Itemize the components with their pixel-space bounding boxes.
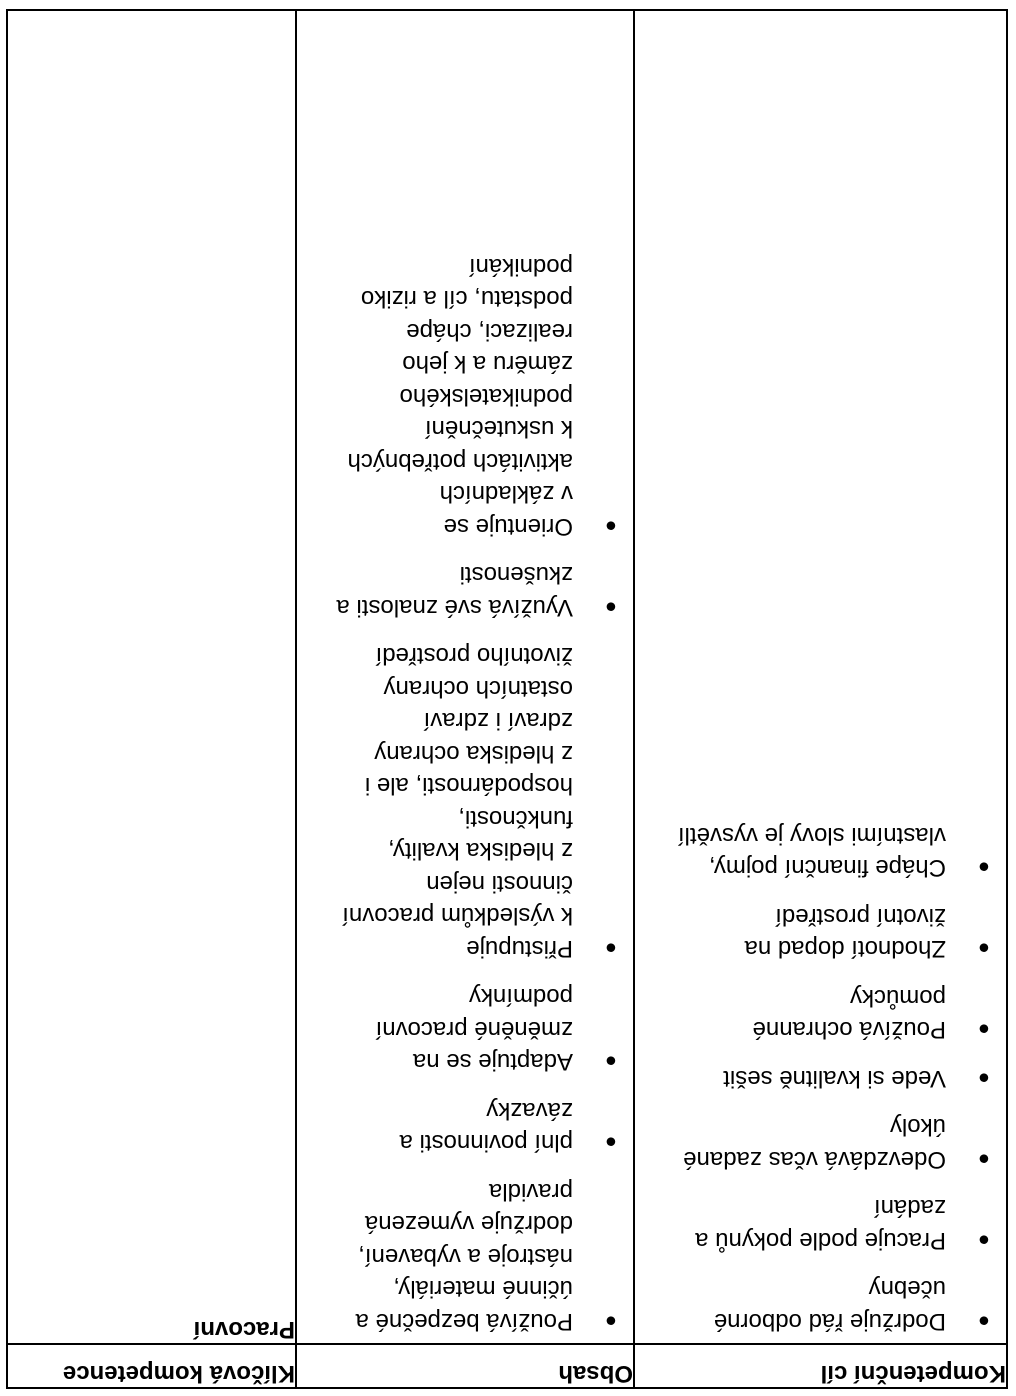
bullet-icon: ● — [977, 1310, 990, 1332]
bullet-icon: ● — [604, 1050, 617, 1073]
list-item-line: Používá bezpečné a — [355, 1308, 573, 1335]
list-item — [643, 981, 1006, 1046]
list-item — [305, 980, 633, 1078]
list-item — [305, 250, 633, 543]
list-item-line: zadání — [873, 1194, 946, 1222]
list-item — [643, 1110, 1006, 1175]
bullet-icon: ● — [604, 937, 617, 959]
list-item-line: Chápe finanční pojmy, — [708, 854, 946, 882]
list-item-line: pravidla — [488, 1178, 573, 1205]
list-item-line: učebny — [868, 1275, 946, 1303]
list-item — [643, 1191, 1006, 1256]
competence-table — [6, 9, 1008, 1389]
list-item-line: Používá ochranné — [752, 1016, 946, 1044]
list-item-line: činnosti nejen — [426, 870, 573, 897]
list-item-line: podstatu, cíl a riziko — [360, 285, 573, 313]
list-item-line: životní prostředí — [775, 903, 946, 930]
list-item-line: z hlediska ochrany — [374, 740, 573, 767]
list-item-line: Zhodnotí dopad na — [744, 935, 946, 963]
list-item-line: zkušenosti — [459, 561, 573, 589]
list-item-line: Vede si kvalitně sešit — [723, 1065, 946, 1092]
obsah-list — [297, 250, 633, 1344]
list-item-line: k uskutečnění — [424, 415, 573, 443]
list-item-line: Orientuje se — [443, 513, 573, 540]
bullet-icon: ● — [977, 1148, 990, 1170]
list-item-line: pomůcky — [849, 984, 946, 1011]
bullet-icon: ● — [604, 515, 617, 537]
list-item-line: úkoly — [889, 1113, 946, 1141]
list-item — [643, 1062, 1006, 1095]
list-item-line: k výsledkům pracovní — [342, 902, 573, 930]
cell-kompetencni-cil — [634, 10, 1007, 1344]
list-item — [305, 558, 633, 623]
bullet-icon: ● — [977, 1229, 990, 1251]
list-item-line: Adaptuje se na — [412, 1048, 573, 1076]
list-item — [305, 639, 633, 964]
bullet-icon: ● — [977, 937, 990, 960]
header-klicova-kompetence: Klíčová kompetence — [7, 1344, 296, 1388]
list-item-line: Přistupuje — [466, 935, 573, 962]
list-item — [643, 1272, 1006, 1337]
header-obsah: Obsah — [296, 1344, 634, 1388]
list-item-line: funkčnosti, — [458, 805, 573, 832]
list-item — [305, 1175, 633, 1338]
list-item-line: životního prostředí — [375, 642, 573, 670]
list-item-line: podnikání — [468, 253, 573, 280]
list-item-line: Využívá své znalosti a — [336, 594, 573, 621]
list-item-line: aktivitách potřebných — [347, 448, 573, 475]
list-item-line: ostatních ochrany — [383, 675, 573, 702]
list-item-line: realizaci, chápe — [406, 318, 573, 345]
table-row — [7, 10, 1007, 1344]
klicova-kompetence-value: Pracovní — [193, 1316, 295, 1343]
list-item — [643, 819, 1006, 884]
list-item-line: změněné pracovní — [375, 1016, 573, 1043]
kompetencni-cil-list — [635, 819, 1006, 1344]
cell-klicova-kompetence — [7, 10, 296, 1344]
list-item-line: vlastními slovy je vysvětlí — [677, 822, 946, 849]
header-kompetencni-cil: Kompetenční cíl — [634, 1344, 1007, 1388]
bullet-icon: ● — [977, 856, 990, 879]
list-item-line: plní povinnosti a — [399, 1129, 573, 1157]
list-item-line: záměru a k jeho — [402, 350, 573, 378]
list-item-line: nástroje a vybavení, — [358, 1243, 573, 1270]
list-item-line: účinné materiály, — [393, 1275, 573, 1303]
list-item-line: Dodržuje řád odborné — [713, 1308, 946, 1335]
list-item-line: podnikatelského — [399, 383, 573, 410]
cell-obsah — [296, 10, 634, 1344]
list-item-line: závazky — [486, 1097, 573, 1124]
list-item — [643, 900, 1006, 965]
header-row — [7, 1344, 1007, 1388]
bullet-icon: ● — [604, 1310, 617, 1332]
list-item-line: z hlediska kvality, — [388, 837, 573, 865]
list-item-line: Pracuje podle pokynů a — [695, 1227, 946, 1254]
list-item-line: podmínky — [468, 983, 573, 1011]
list-item-line: hospodárnosti, ale i — [364, 772, 573, 800]
bullet-icon: ● — [977, 1018, 990, 1041]
list-item-line: Odevzdává včas zadané — [683, 1146, 946, 1173]
list-item — [305, 1094, 633, 1159]
list-item-line: zdraví i zdraví — [423, 707, 573, 735]
bullet-icon: ● — [604, 596, 617, 618]
list-item-line: v základních — [439, 480, 573, 508]
list-item-line: dodržuje vymezená — [364, 1210, 573, 1238]
bullet-icon: ● — [977, 1067, 990, 1089]
bullet-icon: ● — [604, 1131, 617, 1154]
